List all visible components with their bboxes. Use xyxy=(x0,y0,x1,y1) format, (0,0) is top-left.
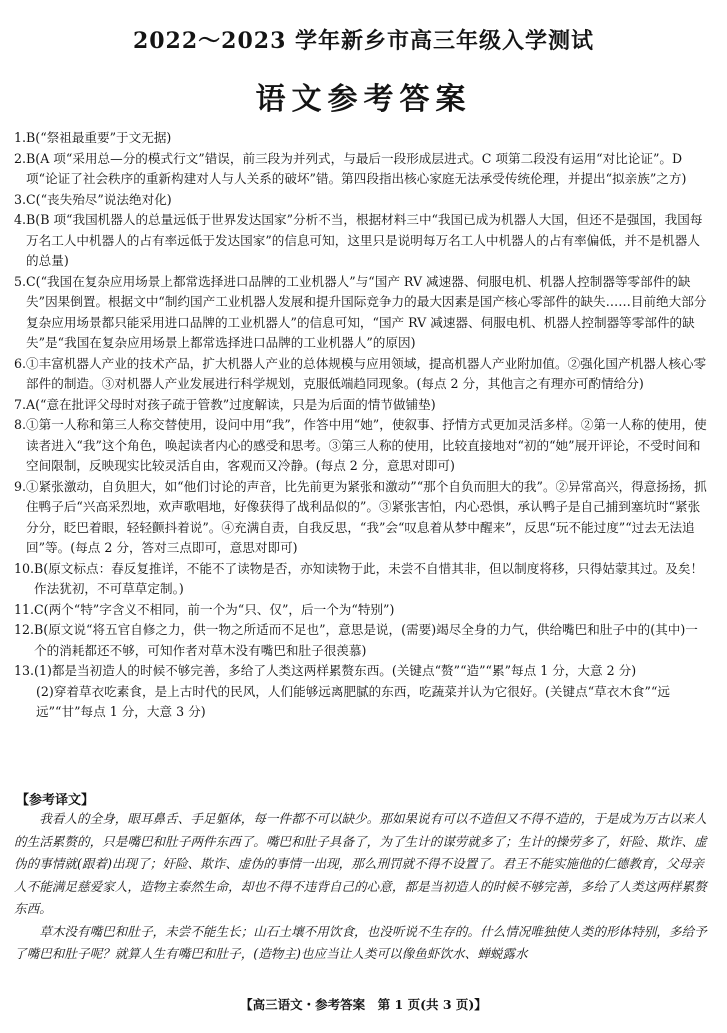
answer-item xyxy=(14,559,709,600)
answer-number: 4. xyxy=(14,212,27,227)
answer-text: ①第一人称和第三人称交替使用，设问中用“我”，作答中用“她”，使叙事、抒情方式更加灵活多样。②第一人称的使用，使读者进入“我”这个角色，唤起读者内心的感受和思考。③第三人称的使用，比较直接地对“初的“她”展开评论，不受时间和空间限制，反映现实比较灵活自由，客观而又冷静。(每点 2 分，意思对即可) xyxy=(26,417,707,473)
answer-text: ①丰富机器人产业的技术产品，扩大机器人产业的总体规模与应用领域，提高机器人产业附加值。②强化国产机器人核心零部件的制造。③对机器人产业发展进行科学规划，克服低端趋同现象。(每点 2 分，其他言之有理亦可酌情给分) xyxy=(26,355,707,391)
answer-text: A(“意在批评父母时对孩子疏于管教”过度解读，只是为后面的情节做铺垫) xyxy=(26,396,436,412)
answer-number: 3. xyxy=(14,191,27,207)
answer-text: B(原文说“将五官自修之力，供一物之所适而不足也”，意思是说，(需要)竭尽全身的力气，供给嘴巴和肚子中的(其中)一个的消耗都还不够，可知作者对草木没有嘴巴和肚子很羡慕) xyxy=(34,622,698,658)
answer-text: C(“我国在复杂应用场景上都常选择进口品牌的工业机器人”与“国产 RV 减速器、伺服电机、机器人控制器等零部件的缺失”因果倒置。根据文中“制约国产工业机器人发展和提升国际竞争力的最大因素是国产核心零部件的缺失……目前绝大部分复杂应用场景都只能采用进口品牌的工业机器人”的信息可知，“国产 RV 减速器、伺服电机、机器人控制器等零部件的缺失”是“我国在复杂应用场景上都常选择进口品牌的工业机器人”的原因) xyxy=(26,273,707,350)
answer-text: (2)穿着草衣吃素食，是上古时代的民风，人们能够远离肥腻的东西，吃蔬菜并认为它很好。(关键点“草衣木食”“远远”“甘”每点 1 分，大意 3 分) xyxy=(36,683,670,719)
page-footer: 【高三语文・参考答案 第 1 页(共 3 页)】 xyxy=(240,997,487,1012)
answer-item xyxy=(14,128,709,149)
answer-number: 1. xyxy=(14,130,27,145)
answer-number: 11. xyxy=(14,601,35,617)
answer-item xyxy=(14,354,709,395)
answer-number: 9. xyxy=(14,478,27,494)
answer-list xyxy=(14,128,709,723)
answer-item xyxy=(14,395,709,416)
answer-text: C(“丧失殆尽”说法绝对化) xyxy=(26,191,172,207)
reference-translation-label: 【参考译文】 xyxy=(16,793,95,808)
answer-text: B(A 项“采用总—分的模式行文”错误，前三段为并列式，与最后一段形成层进式。C 项第二段没有运用“对比论证”。D 项“论证了社会秩序的重新构建对人与人关系的破坏”错。第四段指出核心家庭无法承受传统伦理，并提出“拟亲族”之方) xyxy=(26,150,687,186)
answer-item xyxy=(14,682,709,723)
answer-item xyxy=(14,210,709,272)
answer-text: C(两个“特”字含义不相同，前一个为“只、仅”，后一个为“特别”) xyxy=(34,601,395,617)
answer-item xyxy=(14,661,709,682)
answer-item xyxy=(14,415,709,477)
answer-text: B(“祭祖最重要”于文无据) xyxy=(26,130,172,145)
answer-number: 5. xyxy=(14,273,27,289)
answer-number: 12. xyxy=(14,622,35,637)
answer-number: 8. xyxy=(14,417,27,432)
answer-text: ①紧张激动，自负胆大，如“他们讨论的声音，比先前更为紧张和激动”“那个自负而胆大的我”。②异常高兴，得意扬扬，抓住鸭子后“兴高采烈地，欢声歌唱地，好像获得了战利品似的”。③紧张害怕，内心恐惧，承认鸭子是自己捕到塞坑时“紧张分分，眨巴着眼，轻轻颤抖着说”。④充满自责，自我反思，“我”会“叹息着从梦中醒来”，反思“玩不能过度”“过去无法追回”等。(每点 2 分，答对三点即可，意思对即可) xyxy=(26,478,707,555)
exam-title: 2022～2023 学年新乡市高三年级入学测试 xyxy=(132,28,595,54)
answer-number: 6. xyxy=(14,355,27,371)
answer-item xyxy=(14,620,709,661)
answer-text: B(原文标点：春反复推详，不能不了读物是否，亦知读物于此，未尝不自惜其非，但以制度将移，只得姑蒙其过。及矣！作法犹初，不可草草定制。) xyxy=(34,560,704,596)
answer-item xyxy=(14,600,709,621)
answer-number: 13. xyxy=(14,663,35,678)
answer-text: B(B 项“我国机器人的总量远低于世界发达国家”分析不当，根据材料三中“我国已成为机器人大国，但还不是强国，我国每万名工人中机器人的占有率远低于发达国家”的信息可知，这里只是说明每万名工人中机器人的占有率偏低，并不是机器人的总量) xyxy=(26,212,703,268)
answer-item xyxy=(14,190,709,211)
answer-item xyxy=(14,149,709,190)
answer-number: 7. xyxy=(14,396,27,412)
answer-number: 10. xyxy=(14,560,35,576)
translation-paragraph: 草木没有嘴巴和肚子，未尝不能生长；山石土壤不用饮食，也没听说不生存的。什么情况唯独使人类的形体特别，多给予了嘴巴和肚子呢？就算人生有嘴巴和肚子，(造物主)也应当让人类可以像鱼虾饮水、蝉蜕露水 xyxy=(14,923,707,961)
reference-translation xyxy=(14,808,709,966)
answer-item xyxy=(14,272,709,354)
answer-item xyxy=(14,477,709,559)
translation-paragraph: 我看人的全身，眼耳鼻舌、手足躯体，每一件都不可以缺少。那如果说有可以不造但又不得不造的，于是成为万古以来人的生活累赘的，只是嘴巴和肚子两件东西了。嘴巴和肚子具备了，为了生计的谋劳就多了；生计的操劳多了，奸险、欺诈、虚伪的事情就(跟着)出现了；奸险、欺诈、虚伪的事情一出现，那么刑罚就不得不设置了。君王不能实施他的仁德教育，父母亲人不能满足慈爱家人，造物主泰然生命，却也不得不违背自己的心意，都是当初造人的时候不够完善，多给了人类这两样累赘东西。 xyxy=(14,811,707,916)
answer-number: 2. xyxy=(14,150,27,166)
answer-text: (1)都是当初造人的时候不够完善，多给了人类这两样累赘东西。(关键点“赘”“造”“累”每点 1 分，大意 2 分) xyxy=(34,663,637,678)
answer-key-title: 语文参考答案 xyxy=(255,82,472,117)
